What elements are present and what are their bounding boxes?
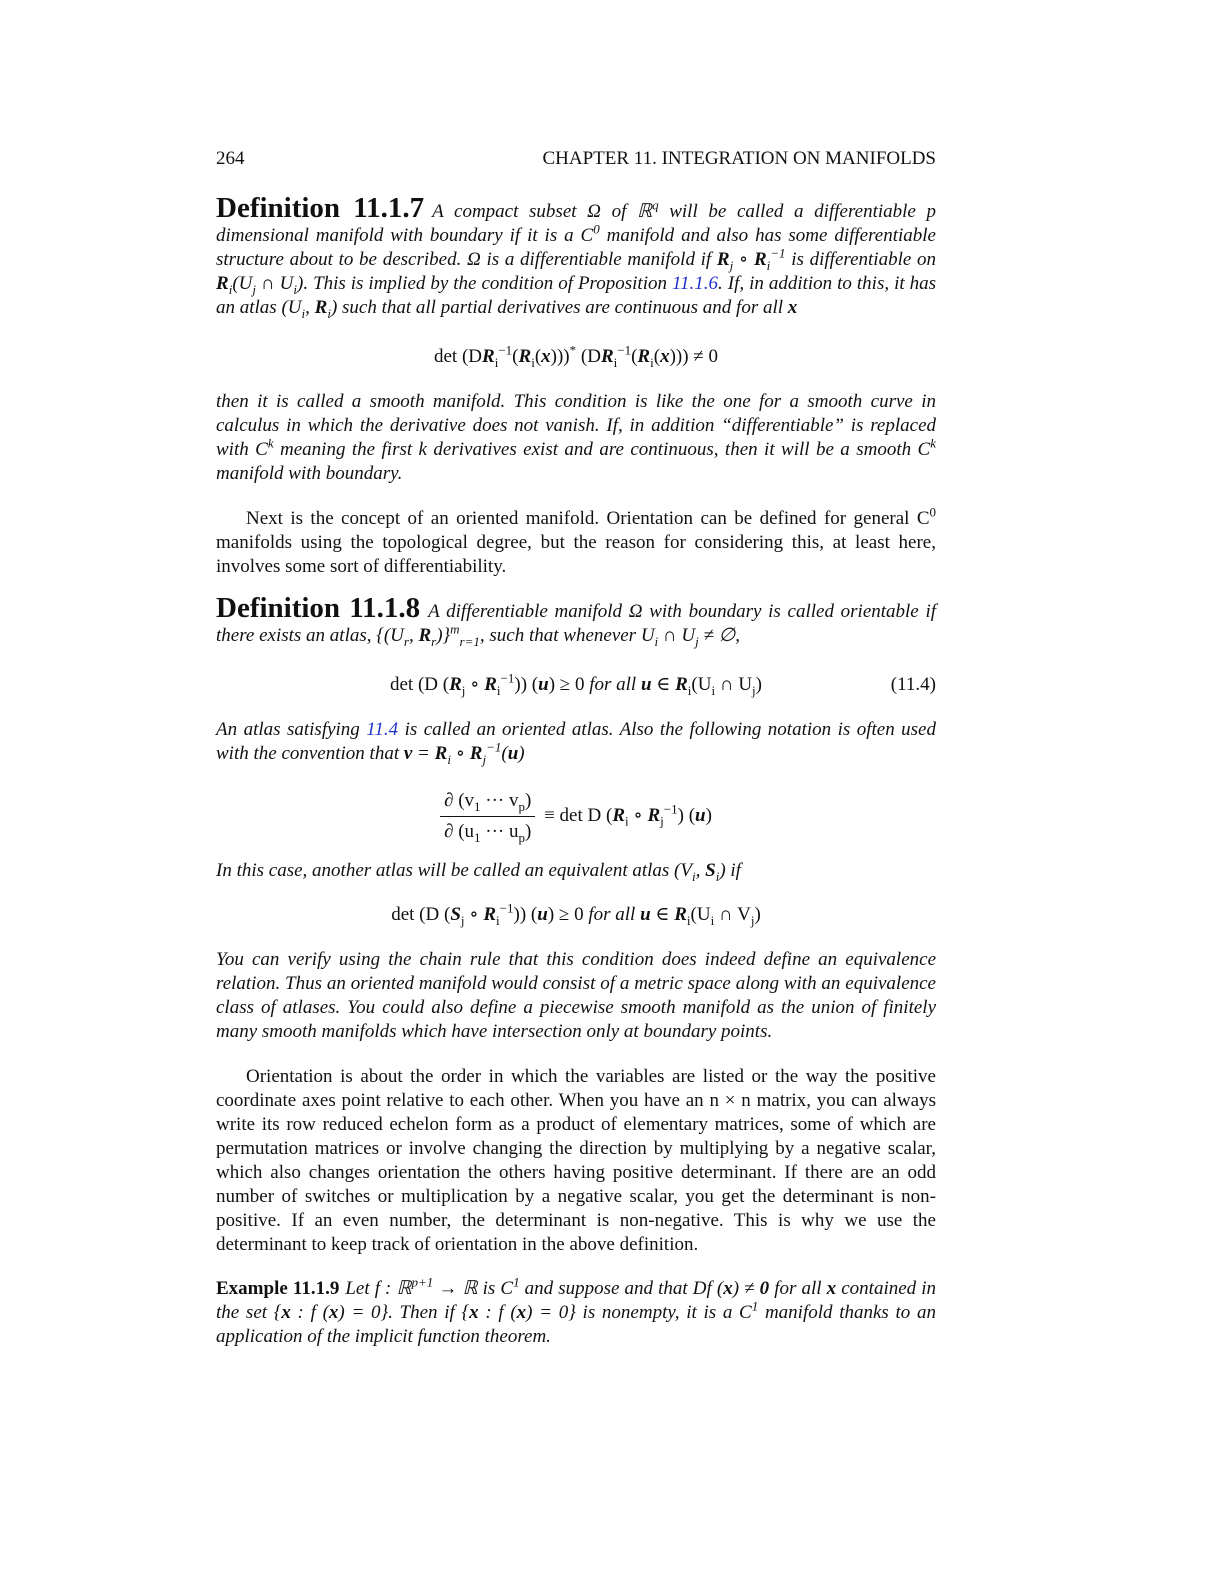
definition-11-1-8: Definition 11.1.8 A differentiable manifold Ω with boundary is called orientable if there exists an atlas, {($U_r$, $R_r)\}^m_{r=1}$, such that whenever $U_i$ ∩ $U_j$ ≠ ∅,	[216, 592, 937, 649]
proposition-link[interactable]: 11.1.6	[671, 273, 719, 294]
orientation-equation: det (D ($R_j$ ∘ $R_i^{-1}$)) (u) ≥ 0 for all u ∈ $R_i(U_i$ ∩ $U_j$) (11.4)	[389, 670, 936, 698]
definition-label: Definition 11.1.7	[216, 192, 425, 224]
definition-text: is called an oriented atlas. Also the following notation is often used with the convention that	[216, 719, 936, 764]
definition-label: Definition 11.1.8	[216, 592, 421, 624]
orientation-intro-paragraph: Next is the concept of an oriented manifold. Orientation can be defined for general $C^0$ manifolds using the topological degree, but the reason for considering this, at least here, involves some sort of differentiability.	[216, 504, 936, 577]
smooth-condition-equation: $\det (DR_i^{-1}(R_i(x)))^*$ $(DR_i^{-1}(R_i(x))) \ne 0$	[434, 342, 718, 370]
definition-text: A compact subset Ω of ℝ	[432, 201, 653, 222]
smooth-manifold-text: then it is called a smooth manifold. This condition is like the one for a smooth curve in calculus in which the derivative does not vanish. If, in addition “differentiable” is replaced with $C^k$ meaning the first k derivatives exist and are continuous, then it will be a smooth $C^k$ manifold with boundary.	[216, 391, 936, 484]
orientation-paragraph: Orientation is about the order in which the variables are listed or the way the positive coordinate axes point relative to each other. When you have an n × n matrix, you can always write its row reduced echelon form as a product of elementary matrices, some of which are permutation matrices or involve changing the direction by multiplying by a negative scalar, which also changes orientation the others having positive determinant. If there are an odd number of switches or multiplication by a negative scalar, you get the determinant is non-positive. If an even number, the determinant is non-negative. This is why we use the determinant to keep track of orientation in the above definition.	[216, 1066, 936, 1255]
definition-text: In this case, another atlas will be called an equivalent atlas (V	[216, 860, 692, 881]
running-title: CHAPTER 11. INTEGRATION ON MANIFOLDS	[542, 148, 936, 169]
equivalent-atlas-text: In this case, another atlas will be called an equivalent atlas ($V_i$, $S_i$) if	[216, 860, 741, 884]
example-11-1-9: Example 11.1.9 Let f : ℝ$^{p+1}$ → ℝ is $C^1$ and suppose and that Df (x) ≠ 0 for all x contained in the set {x : f (x) = 0}. Then if {x : f (x) = 0} is nonempty, it is a $C^1$ manifold thanks to an application of the implicit function theorem.	[216, 1274, 937, 1347]
definition-text: will be called a differentiable p dimensional manifold with boundary if it is a C	[216, 201, 936, 246]
definition-text: ) such that all partial derivatives are continuous and for all	[330, 297, 788, 318]
equation-number: (11.4)	[890, 674, 936, 695]
running-header	[216, 148, 936, 170]
definition-11-1-7: Definition 11.1.7 A compact subset Ω of ℝ$^q$ will be called a differentiable p dimensional manifold with boundary if it is a $C^0$ manifold and also has some differentiable structure about to be described. Ω is a differentiable manifold if $R_j$ ∘ $R_i^{-1}$ is differentiable on $R_i(U_j$ ∩ $U_i$). This is implied by the condition of Proposition 11.1.6. If, in addition to this, it has an atlas ($U_i$, $R_i$) such that all partial derivatives are continuous and for all x	[216, 192, 936, 321]
definition-text: is differentiable on	[785, 249, 936, 270]
equation-link[interactable]: 11.4	[366, 719, 399, 740]
jacobian-notation-equation: $\frac{\partial (v_1 \cdot\cdot\cdot v_p)}{\partial (u_1 \cdot\cdot\cdot u_p)}$ ≡ det D ($R_i$ ∘ $R_j^{-1}$) (u)	[216, 788, 936, 845]
equivalent-atlas-equation: det (D ($S_j$ ∘ $R_i^{-1}$)) (u) ≥ 0 for all u ∈ $R_i(U_i$ ∩ $V_j$)	[391, 900, 761, 928]
definition-text: . If, in addition to this, it has an atlas (U	[216, 273, 936, 318]
definition-text: A differentiable manifold Ω with boundary is called orientable if there exists an atlas, {(U	[216, 601, 937, 646]
equivalence-relation-text: You can verify using the chain rule that this condition does indeed define an equivalence relation. Thus an oriented manifold would consist of a metric space along with an equivalence class of atlases. You could also define a piecewise smooth manifold as the union of finitely many smooth manifolds which have intersection only at boundary points.	[216, 949, 936, 1042]
definition-text: An atlas satisfying	[216, 719, 367, 740]
example-label: Example 11.1.9	[216, 1278, 340, 1299]
definition-text: manifold and also has some differentiable structure about to be described. Ω is a differentiable manifold if	[216, 225, 936, 270]
definition-text: . This is implied by the condition of Proposition	[303, 273, 672, 294]
definition-text: such that whenever U	[489, 625, 655, 646]
oriented-atlas-text: An atlas satisfying 11.4 is called an oriented atlas. Also the following notation is often used with the convention that $v = R_i$ ∘ $R_j^{-1}(u)$	[216, 719, 936, 767]
page-number: 264	[216, 148, 245, 169]
